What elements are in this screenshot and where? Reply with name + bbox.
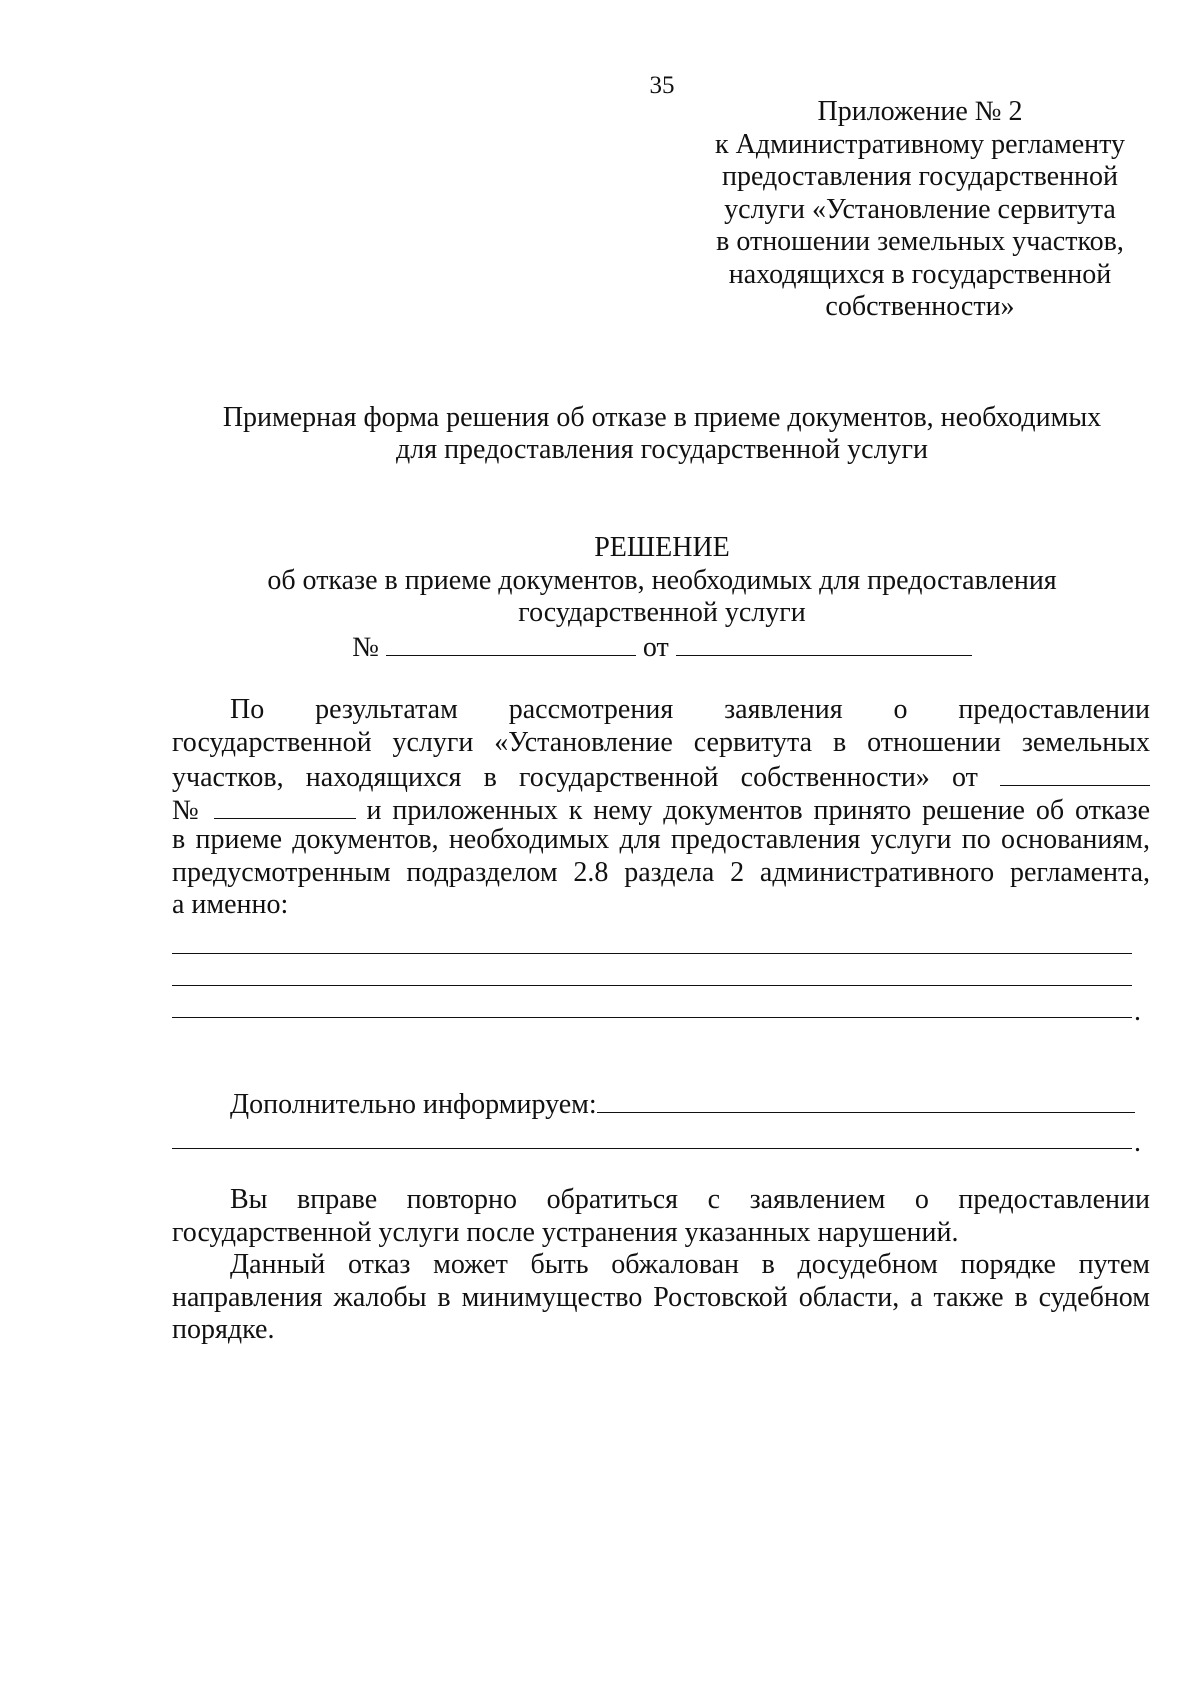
text-line: предусмотренным подразделом 2.8 раздела 2 административного регламента, [172,856,1150,888]
appendix-line: Приложение № 2 [817,96,1023,127]
text-fragment: участков, находящихся в государственной собственности» от [172,762,978,793]
paragraph-3 [172,1184,1150,1249]
application-date-blank[interactable] [1000,759,1150,786]
text-line [172,792,1150,825]
decision-number-row [0,629,1200,665]
page-number: 35 [649,72,675,99]
appendix-line: находящихся в государственной [728,258,1112,290]
appendix-header [680,96,1160,324]
additional-info-row [172,1086,1150,1119]
text-line [172,1086,1150,1119]
appendix-line: к Административному регламенту [715,128,1125,160]
from-label: от [642,632,669,663]
additional-info-blank[interactable] [597,1086,1135,1113]
additional-label: Дополнительно информируем: [230,1089,597,1120]
decision-heading: РЕШЕНИЕ [594,532,730,563]
number-label: № [352,632,379,663]
additional-info-blank-line[interactable] [172,1148,1132,1149]
reason-blank-line[interactable] [172,953,1132,954]
date-blank[interactable] [676,629,972,656]
text-line: направления жалобы в минимущество Ростовской области, а также в судебном [172,1281,1150,1313]
form-title-line2: для предоставления государственной услуги [395,434,929,465]
text-line: государственной услуги после устранения указанных нарушений. [172,1216,959,1248]
appendix-line: в отношении земельных участков, [716,226,1124,257]
appendix-line: услуги «Установление сервитута [724,193,1116,225]
paragraph-1 [172,694,1150,922]
text-line: а именно: [172,889,289,920]
line-end-dot: . [1134,996,1141,1027]
text-fragment: и приложенных к нему документов принято решение об отказе [366,794,1151,826]
form-title-line1: Примерная форма решения об отказе в приеме документов, необходимых [222,402,1102,433]
text-line: государственной услуги «Установление сервитута в отношении земельных [172,726,1150,758]
text-line: Данный отказ может быть обжалован в досудебном порядке путем [230,1249,1150,1280]
appendix-line: предоставления государственной [721,161,1119,192]
text-line: Вы вправе повторно обратиться с заявлением о предоставлении [230,1184,1150,1215]
decision-subtitle-line1: об отказе в приеме документов, необходимых для предоставления [267,565,1057,596]
text-line: в приеме документов, необходимых для предоставления услуги по основаниям, [172,824,1150,855]
reason-blank-line[interactable] [172,1017,1132,1018]
reason-blank-line[interactable] [172,985,1132,986]
number-blank[interactable] [386,629,636,656]
text-line: По результатам рассмотрения заявления о предоставлении [230,694,1150,725]
text-line: порядке. [172,1314,275,1345]
line-end-dot: . [1134,1127,1141,1158]
appendix-line: собственности» [825,291,1015,322]
application-number-blank[interactable] [214,792,356,819]
paragraph-4 [172,1249,1150,1347]
number-label: № [172,794,203,826]
decision-subtitle-line2: государственной услуги [518,597,806,628]
text-line [172,759,1150,792]
